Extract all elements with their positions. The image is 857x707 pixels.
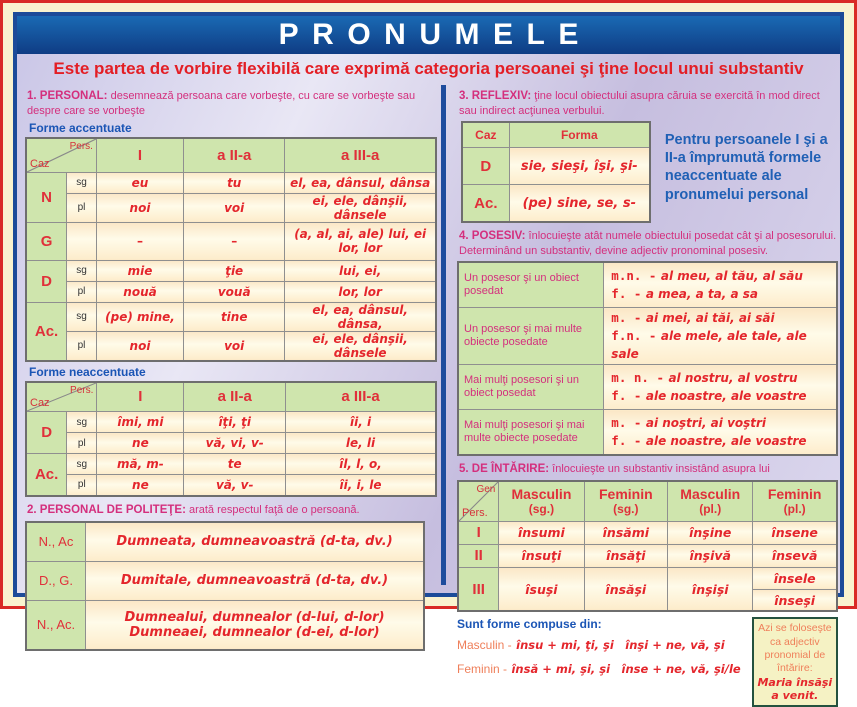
col-header-III: a III-a (285, 138, 436, 172)
page-title: PRONUMELE (278, 18, 592, 51)
corner-gen-pers (458, 481, 499, 521)
table-row: Un posesor şi mai multe obiecte posedate m. - ai mei, ai tăi, ai săi f.n. - ale mele, ale tale, ale sale (458, 308, 837, 365)
table-row: Un posesor şi un obiect posedat m.n. - al meu, al tău, al său f. - a mea, a ta, a sa (458, 262, 837, 308)
table-row: D sie, sieşi, îşi, şi- (462, 148, 650, 185)
compose-masculin: Masculin - însu + mi, ţi, şi înşi + ne, vă, şi (457, 638, 725, 653)
intarire-table (457, 480, 838, 612)
content (17, 54, 840, 702)
right-column (457, 87, 838, 707)
title-bar (17, 16, 840, 54)
table-row: II însuţi însăţi înşivă însevă (458, 544, 837, 567)
col-header-I: I (97, 382, 184, 412)
table-row: Ac. (pe) sine, se, s- (462, 185, 650, 223)
person-III: III (458, 567, 499, 611)
table-row: D sg mie ţie lui, ei, (26, 260, 436, 281)
section-2-heading (27, 503, 437, 518)
section-3-desc: ţine locul obiectului asupra căruia se exercită în mod direct sau indirect acţiunea verbului. (459, 90, 820, 117)
left-column (25, 87, 437, 651)
section-1-desc: desemnează persoana care vorbeşte, cu care se vorbeşte sau despre care se vorbeşte (27, 90, 416, 117)
number-sg: sg (67, 172, 97, 193)
case-N: N (26, 172, 67, 222)
corner-caz: Caz (30, 157, 50, 170)
table-row: pl noi voi ei, ele, dânşii, dânsele (26, 193, 436, 222)
case-Ac: Ac. (26, 302, 67, 361)
reflexiv-note: Pentru persoanele I şi a II-a împrumută formele neaccentuate ale pronumelui personal (664, 132, 828, 203)
section-2-title: 2. PERSONAL DE POLITEŢE: (27, 503, 186, 516)
table-row: pl noi voi ei, ele, dânşii, dânsele (26, 331, 436, 361)
col-header-forma: Forma (509, 122, 650, 148)
case-Ac: Ac. (462, 185, 509, 223)
number-pl: pl (67, 193, 97, 222)
usage-note-example: Maria însăşi a venit. (757, 675, 833, 702)
personal-neaccentuate-table (25, 381, 437, 497)
case-Ac: Ac. (26, 454, 67, 496)
corner-pers: Pers. (69, 141, 93, 153)
table-row: G – – (a, al, ai, ale) lui, ei lor, lor (26, 222, 436, 260)
table-row: Ac. sg (pe) mine, tine el, ea, dânsul, dânsa, (26, 302, 436, 331)
section-4-heading (459, 229, 838, 258)
section-1-heading (27, 89, 437, 118)
case-G: G (26, 222, 67, 260)
col-header-masculin-pl: Masculin (pl.) (668, 481, 753, 521)
subtitle: Este partea de vorbire flexibilă care exprimă categoria persoanei şi ţine locul unui substantiv (53, 59, 804, 78)
table-row: Mai mulţi posesori şi mai multe obiecte posedate m. - ai noştri, ai voştri f. - ale noastre, ale voastre (458, 410, 837, 456)
col-header-II: a II-a (184, 382, 286, 412)
person-I: I (458, 521, 499, 544)
reflexiv-table (461, 121, 651, 223)
section-1-title: 1. PERSONAL: (27, 90, 108, 102)
table-row: pl ne vă, vi, v- le, li (26, 433, 436, 454)
col-header-feminin-sg: Feminin (sg.) (584, 481, 668, 521)
section-2-desc: arată respectul faţă de o persoană. (188, 503, 360, 516)
section-5-desc: înlocuieşte un substantiv insistând asupra lui (552, 463, 770, 476)
panel (13, 12, 844, 702)
col-header-masculin-sg: Masculin (sg.) (499, 481, 584, 521)
section-5-heading (459, 462, 838, 477)
col-header-caz: Caz (462, 122, 509, 148)
person-II: II (458, 544, 499, 567)
table-row: I însumi însămi înşine însene (458, 521, 837, 544)
table-row: N sg eu tu el, ea, dânsul, dânsa (26, 172, 436, 193)
section-4-desc: înlocuieşte atât numele obiectului posedat cât şi al posesorului. Determinând un substantiv, devine adjectiv pronominal posesiv. (459, 230, 837, 258)
case-D: D (462, 148, 509, 185)
table-row: N., Ac Dumneata, dumneavoastră (d-ta, dv.) (26, 522, 424, 562)
compose-feminin: Feminin - însă + mi, şi, şi înse + ne, vă, şi/le (457, 661, 741, 676)
reflexiv-row (461, 121, 838, 223)
col-header-I: I (96, 138, 183, 172)
personal-accentuate-table (25, 137, 437, 362)
case-D: D (26, 260, 67, 302)
usage-note-box (752, 617, 838, 707)
table-row: Mai mulţi posesori şi un obiect posedat m. n. - al nostru, al vostru f. - ale noastre, ale voastre (458, 365, 837, 410)
col-header-feminin-pl: Feminin (pl.) (753, 481, 837, 521)
usage-note-text: Azi se foloseşte ca adjectiv pronomial de întărire: (758, 622, 832, 674)
table-row: N., Ac. Dumnealui, dumnealor (d-lui, d-lor) Dumneaei, dumnealor (d-ei, d-lor) (26, 600, 424, 650)
corner-pers-caz (26, 138, 96, 172)
table-row: D sg îmi, mi îţi, ţi îi, i (26, 412, 436, 433)
section-3-title: 3. REFLEXIV: (459, 90, 532, 102)
section-4-title: 4. POSESIV: (459, 230, 526, 243)
case-D: D (26, 412, 67, 454)
table-row: înseşi (458, 589, 837, 611)
column-divider (441, 85, 446, 585)
section-3-heading (459, 89, 838, 118)
table-row: D., G. Dumitale, dumneavoastră (d-ta, dv.) (26, 561, 424, 600)
corner-pers-caz: Pers. Caz (26, 382, 97, 412)
table-row: pl nouă vouă lor, lor (26, 281, 436, 302)
corner-pers: Pers. (462, 506, 488, 519)
col-header-III: a III-a (286, 382, 436, 412)
compose-intro: Sunt forme compuse din: (457, 617, 602, 632)
compose-section (457, 617, 838, 707)
corner-gen: Gen (476, 484, 496, 496)
compose-lines (457, 617, 748, 707)
forme-neaccentuate-label: Forme neaccentuate (29, 364, 146, 379)
posesiv-table (457, 261, 838, 456)
table-row: Ac. sg mă, m- te îl, l, o, (26, 454, 436, 475)
section-5-title: 5. DE ÎNTĂRIRE: (459, 463, 550, 476)
table-row: III îsuşi însăşi înşişi însele (458, 567, 837, 589)
col-header-II: a II-a (184, 138, 285, 172)
forme-accentuate-label: Forme accentuate (29, 121, 132, 136)
table-row: pl ne vă, v- îi, i, le (26, 475, 436, 496)
politete-table (25, 521, 425, 651)
